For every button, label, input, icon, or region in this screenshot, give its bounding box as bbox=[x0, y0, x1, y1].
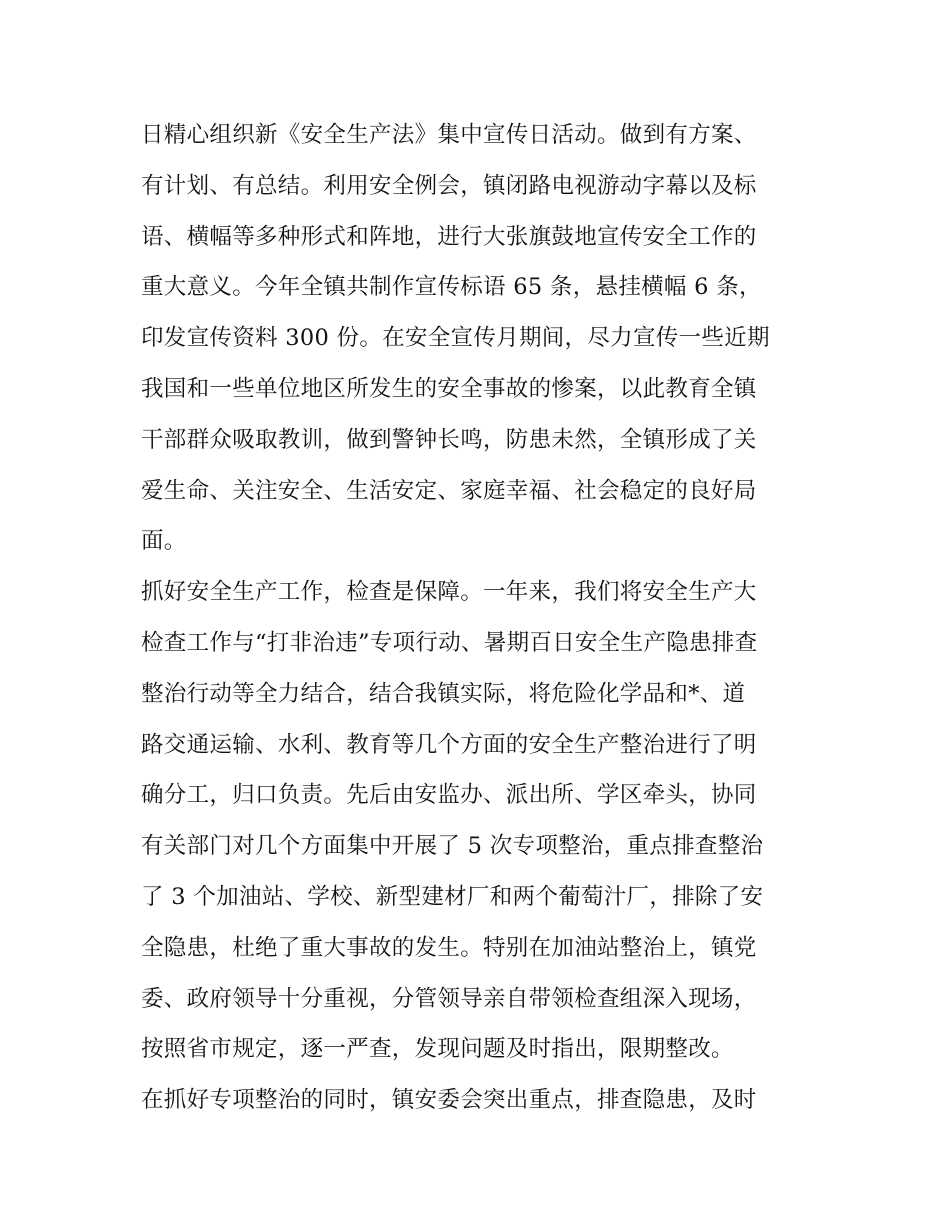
text-line: 语、横幅等多种形式和阵地，进行大张旗鼓地宣传安全工作的 bbox=[141, 223, 757, 250]
text-line: 全隐患，杜绝了重大事故的发生。特别在加油站整治上，镇党 bbox=[141, 934, 757, 961]
text-line: 干部群众吸取教训，做到警钟长鸣，防患未然，全镇形成了关 bbox=[141, 426, 757, 453]
text-line: 爱生命、关注安全、生活安定、家庭幸福、社会稳定的良好局 bbox=[141, 477, 757, 504]
text-line: 检查工作与“打非治违”专项行动、暑期百日安全生产隐患排查 bbox=[141, 629, 758, 656]
text-line: 了 3 个加油站、学校、新型建材厂和两个葡萄汁厂，排除了安 bbox=[141, 883, 764, 910]
text-line: 重大意义。今年全镇共制作宣传标语 65 条，悬挂横幅 6 条， bbox=[141, 274, 762, 301]
text-line: 我国和一些单位地区所发生的安全事故的惨案，以此教育全镇 bbox=[141, 375, 757, 402]
body-text bbox=[141, 110, 821, 1126]
text-line: 确分工，归口负责。先后由安监办、派出所、学区牵头，协同 bbox=[141, 782, 757, 809]
text-line: 有关部门对几个方面集中开展了 5 次专项整治，重点排查整治 bbox=[141, 833, 764, 860]
text-line: 整治行动等全力结合，结合我镇实际，将危险化学品和*、道 bbox=[141, 680, 746, 707]
text-line: 路交通运输、水利、教育等几个方面的安全生产整治进行了明 bbox=[141, 731, 757, 758]
text-line: 日精心组织新《安全生产法》集中宣传日活动。做到有方案、 bbox=[141, 122, 757, 148]
text-line: 印发宣传资料 300 份。在安全宣传月期间，尽力宣传一些近期 bbox=[141, 325, 770, 352]
text-line: 面。 bbox=[141, 528, 187, 555]
text-line: 按照省市规定，逐一严查，发现问题及时指出，限期整改。 bbox=[141, 1036, 734, 1063]
text-line: 有计划、有总结。利用安全例会，镇闭路电视游动字幕以及标 bbox=[141, 172, 757, 199]
text-line: 抓好安全生产工作，检查是保障。一年来，我们将安全生产大 bbox=[141, 579, 757, 606]
text-line: 委、政府领导十分重视，分管领导亲自带领检查组深入现场， bbox=[141, 985, 757, 1012]
text-line: 在抓好专项整治的同时，镇安委会突出重点，排查隐患，及时 bbox=[141, 1087, 757, 1114]
